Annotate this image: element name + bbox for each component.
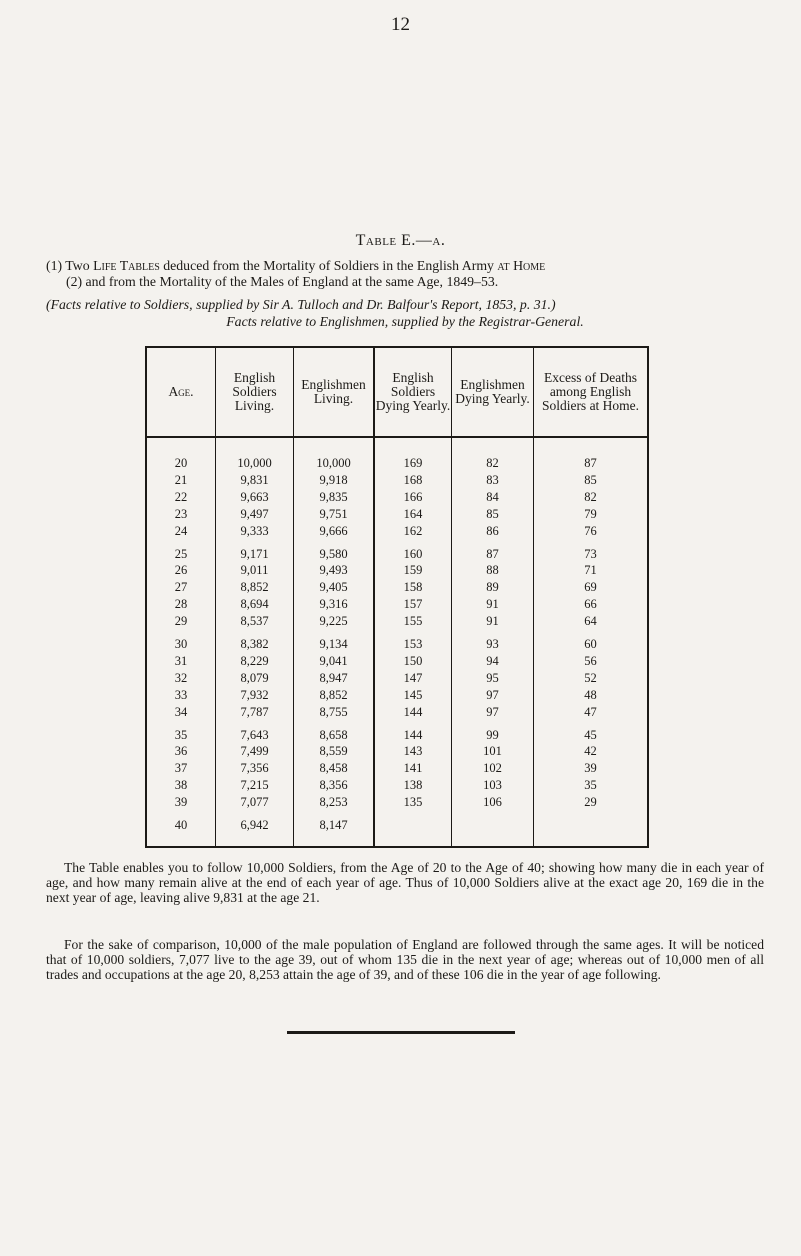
- cell-englishmen-living: 9,405: [319, 580, 348, 595]
- cell-englishmen-dying: 97: [486, 687, 499, 702]
- cell-englishmen-dying: 99: [486, 727, 499, 742]
- cell-englishmen-dying: 95: [486, 670, 499, 685]
- cell-englishmen-dying: 106: [483, 795, 502, 810]
- cell-soldiers-living: 9,171: [240, 546, 269, 561]
- cell-englishmen-dying: 89: [486, 580, 499, 595]
- cell-age: 20: [174, 456, 188, 470]
- cell-soldiers-dying: 166: [403, 489, 423, 504]
- cell-englishmen-living: 9,493: [319, 563, 348, 578]
- cell-age: 38: [174, 778, 188, 793]
- sources-note: [40, 296, 770, 330]
- cell-excess-deaths: 56: [584, 653, 597, 668]
- cell-soldiers-living: 8,694: [240, 597, 269, 612]
- cell-soldiers-dying: 157: [403, 597, 423, 612]
- cell-soldiers-dying: 143: [403, 744, 423, 759]
- cell-englishmen-living: 9,580: [319, 546, 348, 561]
- cell-age: 32: [174, 670, 188, 685]
- cell-excess-deaths: 64: [584, 614, 597, 629]
- cell-soldiers-dying: 168: [403, 472, 423, 487]
- cell-englishmen-living: 8,147: [319, 818, 348, 832]
- cell-englishmen-dying: 93: [486, 637, 499, 651]
- cell-excess-deaths: 35: [584, 778, 597, 793]
- cell-soldiers-living: 7,787: [240, 704, 269, 719]
- cell-soldiers-dying: 162: [403, 523, 423, 538]
- cell-excess-deaths: 76: [584, 523, 597, 538]
- cell-englishmen-dying: [452, 818, 533, 833]
- cell-soldiers-dying: 150: [403, 653, 423, 668]
- cell-soldiers-dying: 169: [403, 456, 423, 470]
- cell-englishmen-dying: 94: [486, 653, 499, 668]
- cell-soldiers-dying: 158: [403, 580, 423, 595]
- cell-englishmen-dying: 84: [486, 489, 499, 504]
- cell-soldiers-living: 8,537: [240, 614, 269, 629]
- cell-age: 33: [174, 687, 188, 702]
- cell-englishmen-living: 9,666: [319, 523, 348, 538]
- cell-excess-deaths: 45: [584, 727, 597, 742]
- cell-soldiers-living: 7,077: [240, 795, 269, 810]
- cell-soldiers-living: 7,215: [240, 778, 269, 793]
- header-englishmen-dying: Englishmen Dying Yearly.: [455, 377, 530, 406]
- header-age: Age.: [168, 384, 194, 399]
- cell-excess-deaths: [534, 818, 647, 833]
- header-soldiers-dying: English Soldiers Dying Yearly.: [375, 370, 451, 413]
- cell-soldiers-dying: 155: [403, 614, 423, 629]
- cell-soldiers-living: 8,079: [240, 670, 269, 685]
- cell-soldiers-living: 9,831: [240, 472, 269, 487]
- cell-englishmen-living: 8,458: [319, 761, 348, 776]
- cell-englishmen-dying: 97: [486, 704, 499, 719]
- cell-englishmen-dying: 103: [483, 778, 502, 793]
- header-excess-deaths: Excess of Deaths among English Soldiers at Home.: [541, 370, 640, 413]
- cell-englishmen-living: 10,000: [316, 456, 351, 470]
- cell-age: 37: [174, 761, 188, 776]
- cell-soldiers-dying: 141: [403, 761, 423, 776]
- cell-excess-deaths: 42: [584, 744, 597, 759]
- cell-soldiers-living: 7,932: [240, 687, 269, 702]
- cell-age: 40: [174, 818, 188, 832]
- cell-age: 36: [174, 744, 188, 759]
- cell-englishmen-living: 8,356: [319, 778, 348, 793]
- cell-englishmen-living: 8,559: [319, 744, 348, 759]
- cell-englishmen-living: 9,316: [319, 597, 348, 612]
- cell-excess-deaths: 69: [584, 580, 597, 595]
- table-top-rule: [145, 346, 649, 348]
- cell-soldiers-living: 7,499: [240, 744, 269, 759]
- cell-soldiers-dying: 135: [403, 795, 423, 810]
- cell-englishmen-dying: 101: [483, 744, 502, 759]
- cell-age: 27: [174, 580, 188, 595]
- cell-soldiers-dying: 145: [403, 687, 423, 702]
- cell-englishmen-dying: 87: [486, 546, 499, 561]
- header-englishmen-living: Englishmen Living.: [301, 377, 366, 406]
- header-rule: [145, 436, 649, 438]
- cell-soldiers-dying: 138: [403, 778, 423, 793]
- cell-englishmen-dying: 82: [486, 456, 499, 470]
- source-soldiers: (Facts relative to Soldiers, supplied by Sir A. Tulloch and Dr. Balfour's Report, 1853, p. 31.): [46, 297, 556, 312]
- life-table: [145, 346, 649, 848]
- cell-englishmen-living: 9,835: [319, 489, 348, 504]
- bottom-rule: [287, 1031, 515, 1034]
- table-bottom-rule: [145, 846, 649, 848]
- cell-englishmen-living: 8,947: [319, 670, 348, 685]
- cell-soldiers-living: 7,643: [240, 727, 269, 742]
- cell-excess-deaths: 71: [584, 563, 597, 578]
- cell-soldiers-dying: 160: [403, 546, 423, 561]
- page-number: 12: [391, 14, 410, 35]
- source-englishmen: Facts relative to Englishmen, supplied by the Registrar-General.: [226, 314, 584, 329]
- cell-englishmen-dying: 102: [483, 761, 502, 776]
- cell-englishmen-living: 9,918: [319, 472, 348, 487]
- cell-englishmen-living: 8,658: [319, 727, 348, 742]
- cell-soldiers-dying: 144: [403, 727, 423, 742]
- cell-englishmen-living: 8,852: [319, 687, 348, 702]
- cell-englishmen-living: 8,755: [319, 704, 348, 719]
- cell-soldiers-living: 9,663: [240, 489, 269, 504]
- cell-excess-deaths: 73: [584, 546, 597, 561]
- cell-age: 25: [174, 546, 188, 561]
- cell-englishmen-living: 9,041: [319, 653, 348, 668]
- cell-soldiers-living: 8,382: [240, 637, 269, 651]
- explanation-paragraph-2: For the sake of comparison, 10,000 of the male population of England are followed through the same ages. It will be noticed that of 10,000 soldiers, 7,077 live to the age 39, out of whom 135 die in the next year of age; whereas out of 10,000 men of all trades and occupations at the age 20, 8,253 attain the age of 39, and of these 106 die in the year of age following.: [46, 937, 764, 982]
- cell-englishmen-dying: 85: [486, 506, 499, 521]
- cell-excess-deaths: 47: [584, 704, 597, 719]
- intro-line-2: (2) and from the Mortality of the Males of England at the same Age, 1849–53.: [66, 274, 499, 289]
- cell-age: 30: [174, 637, 188, 651]
- cell-age: 35: [174, 727, 188, 742]
- cell-age: 29: [174, 614, 188, 629]
- cell-excess-deaths: 79: [584, 506, 597, 521]
- cell-englishmen-living: 9,225: [319, 614, 348, 629]
- cell-excess-deaths: 39: [584, 761, 597, 776]
- intro-line-1: (1) Two Life Tables deduced from the Mortality of Soldiers in the English Army at Home: [46, 258, 546, 273]
- header-soldiers-living: English Soldiers Living.: [232, 370, 277, 413]
- cell-age: 31: [174, 653, 188, 668]
- cell-excess-deaths: 82: [584, 489, 597, 504]
- cell-soldiers-living: 8,852: [240, 580, 269, 595]
- cell-englishmen-living: 8,253: [319, 795, 348, 810]
- cell-soldiers-living: 10,000: [237, 456, 272, 470]
- cell-englishmen-dying: 83: [486, 472, 499, 487]
- cell-excess-deaths: 87: [584, 456, 597, 470]
- cell-excess-deaths: 66: [584, 597, 597, 612]
- cell-excess-deaths: 52: [584, 670, 597, 685]
- cell-englishmen-dying: 91: [486, 614, 499, 629]
- table-intro: [46, 258, 766, 290]
- cell-excess-deaths: 29: [584, 795, 597, 810]
- cell-soldiers-living: 9,333: [240, 523, 269, 538]
- cell-soldiers-dying: 153: [403, 637, 423, 651]
- cell-excess-deaths: 85: [584, 472, 597, 487]
- cell-soldiers-living: 6,942: [240, 818, 269, 832]
- cell-englishmen-dying: 86: [486, 523, 499, 538]
- cell-soldiers-dying: 147: [403, 670, 423, 685]
- cell-excess-deaths: 60: [584, 637, 597, 651]
- cell-soldiers-living: 7,356: [240, 761, 269, 776]
- table-border-right: [647, 346, 649, 848]
- cell-soldiers-living: 9,497: [240, 506, 269, 521]
- cell-englishmen-dying: 91: [486, 597, 499, 612]
- cell-age: 21: [174, 472, 188, 487]
- cell-englishmen-living: 9,134: [319, 637, 348, 651]
- cell-excess-deaths: 48: [584, 687, 597, 702]
- cell-englishmen-dying: 88: [486, 563, 499, 578]
- cell-englishmen-living: 9,751: [319, 506, 348, 521]
- table-title: Table E.—a.: [355, 232, 446, 249]
- cell-soldiers-dying: 144: [403, 704, 423, 719]
- cell-soldiers-dying: 164: [403, 506, 423, 521]
- cell-age: 28: [174, 597, 188, 612]
- cell-age: 24: [174, 523, 188, 538]
- cell-age: 39: [174, 795, 188, 810]
- explanation-paragraph-1: The Table enables you to follow 10,000 Soldiers, from the Age of 20 to the Age of 40; showing how many die in each year of age, and how many remain alive at the end of each year of age. Thus of 10,000 Soldiers alive at the exact age 20, 169 die in the next year of age, leaving alive 9,831 at the age 21.: [46, 860, 764, 905]
- cell-soldiers-living: 9,011: [240, 563, 269, 578]
- cell-soldiers-dying: 159: [403, 563, 423, 578]
- cell-age: 34: [174, 704, 188, 719]
- cell-age: 23: [174, 506, 188, 521]
- cell-age: 26: [174, 563, 188, 578]
- cell-soldiers-dying: [375, 818, 451, 833]
- cell-age: 22: [174, 489, 188, 504]
- cell-soldiers-living: 8,229: [240, 653, 269, 668]
